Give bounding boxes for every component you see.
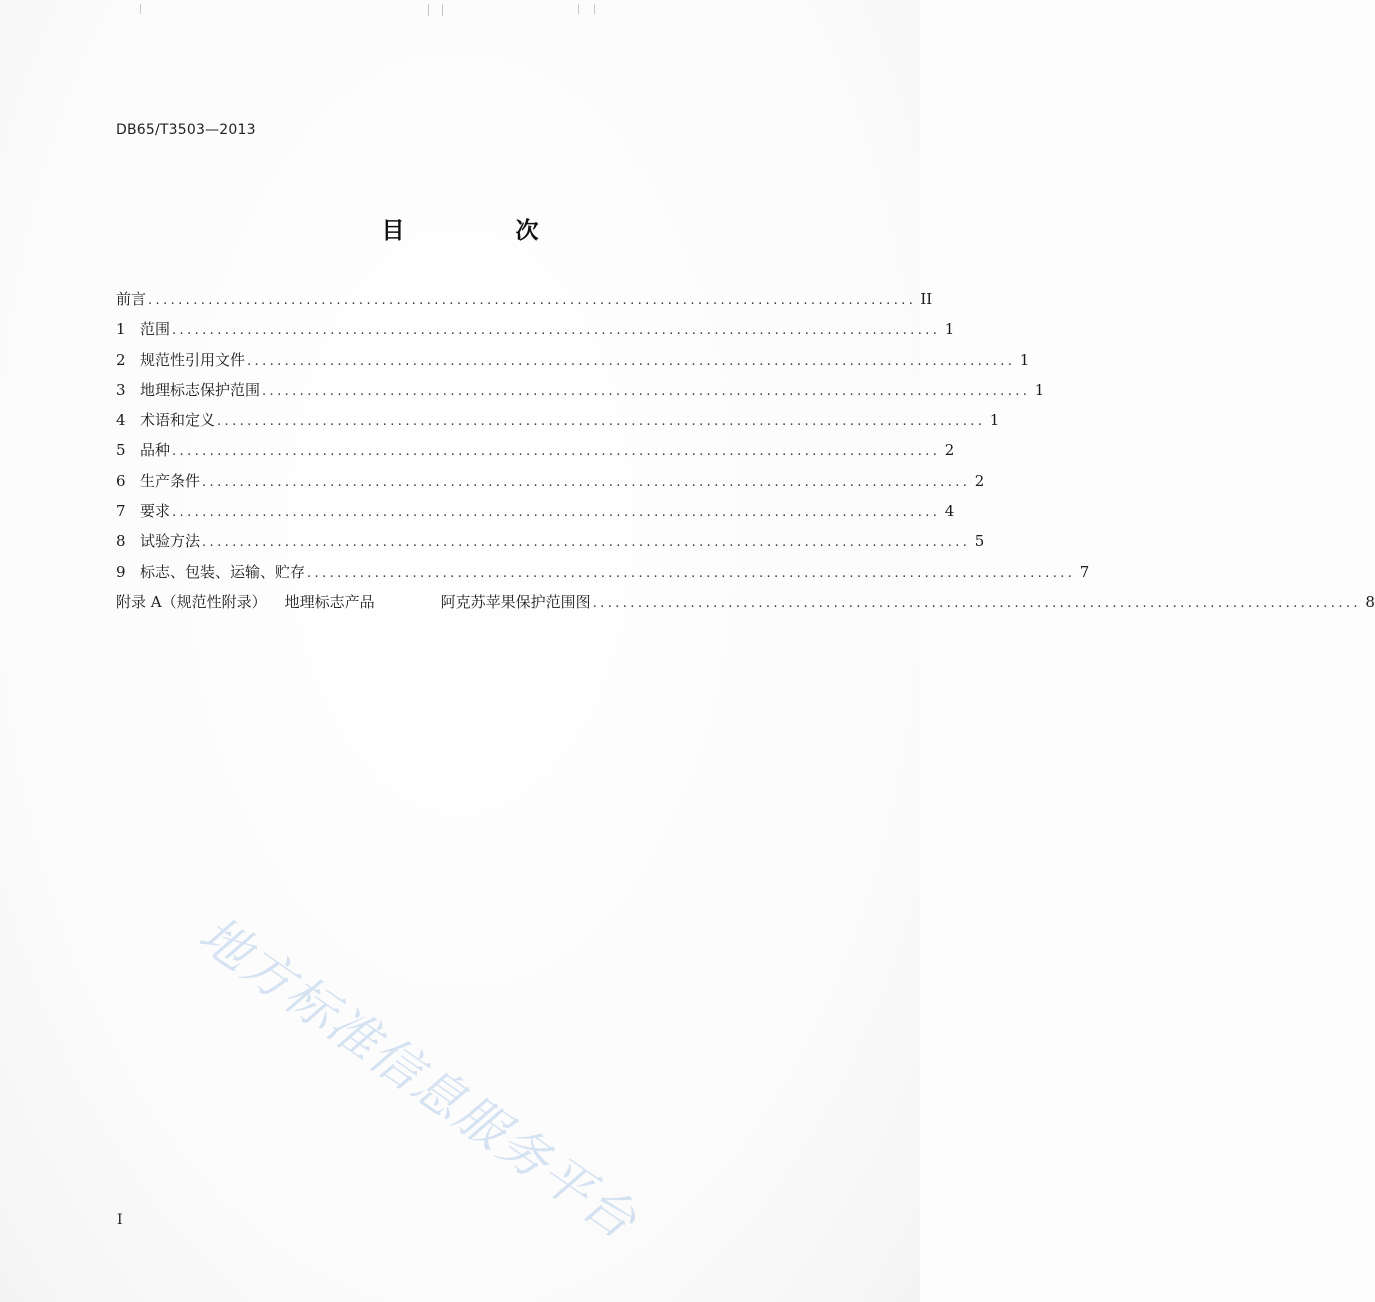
toc-entry-number: 6 [116, 471, 126, 490]
toc-entry-page: 8 [1365, 592, 1375, 611]
scan-mark [140, 4, 141, 14]
toc-entry-label: 规范性引用文件 [140, 350, 246, 369]
toc-entry-appendix-a[interactable] [116, 591, 1375, 621]
toc-entry-number: 4 [116, 411, 126, 430]
toc-entry-number: 3 [116, 380, 126, 399]
toc-entry-varieties[interactable] [116, 439, 955, 469]
toc-entry-number: 7 [116, 502, 126, 521]
toc-leader-dots: ...................................................................................................... [172, 444, 941, 460]
toc-entry-production-conditions[interactable] [116, 470, 985, 500]
toc-entry-label: 前言 [116, 290, 147, 308]
scan-mark [578, 4, 579, 14]
scan-mark [594, 4, 595, 14]
toc-entry-page: 2 [974, 471, 985, 490]
toc-entry-page: 7 [1079, 562, 1090, 581]
toc-entry-page: 1 [1019, 350, 1030, 369]
toc-entry-label: 试验方法 [140, 532, 201, 551]
table-of-contents [116, 288, 1375, 621]
page-number: I [117, 1212, 123, 1228]
toc-leader-dots: ...................................................................................................... [217, 414, 986, 430]
toc-entry-number: 9 [116, 562, 126, 581]
toc-entry-number: 5 [116, 441, 126, 460]
toc-entry-label: 要求 [140, 502, 171, 521]
toc-entry-terms-definitions[interactable] [116, 409, 1000, 439]
toc-entry-label: 生产条件 [140, 471, 201, 490]
document-code: DB65/T3503—2013 [116, 122, 256, 138]
scan-mark [428, 4, 429, 16]
toc-entry-protection-scope[interactable] [116, 379, 1045, 409]
toc-appendix-label: 附录 A（规范性附录） [116, 592, 267, 611]
toc-appendix-subtitle: 地理标志产品 [284, 592, 375, 611]
toc-leader-dots: ...................................................................................................... [172, 323, 941, 339]
toc-leader-dots: ...................................................................................................... [148, 293, 917, 308]
toc-leader-dots: ...................................................................................................... [262, 383, 1031, 399]
toc-entry-number: 1 [116, 320, 126, 339]
toc-entry-scope[interactable] [116, 318, 955, 348]
toc-leader-dots: ...................................................................................................... [202, 535, 971, 551]
toc-entry-foreword[interactable] [116, 288, 933, 318]
toc-leader-dots: ...................................................................................................... [172, 505, 941, 521]
toc-entry-test-methods[interactable] [116, 530, 985, 560]
scan-mark [442, 4, 443, 16]
toc-entry-number: 2 [116, 350, 126, 369]
toc-leader-dots: ...................................................................................................... [307, 565, 1076, 581]
toc-entry-label: 地理标志保护范围 [140, 380, 261, 399]
toc-entry-label: 范围 [140, 320, 171, 339]
toc-entry-page: 2 [944, 441, 955, 460]
toc-entry-number: 8 [116, 532, 126, 551]
toc-entry-label: 品种 [140, 441, 171, 460]
toc-leader-dots: ...................................................................................................... [247, 353, 1016, 369]
toc-leader-dots: ...................................................................................................... [592, 595, 1361, 611]
toc-entry-page: 1 [989, 411, 1000, 430]
toc-entry-page: II [920, 290, 933, 308]
toc-entry-page: 1 [944, 320, 955, 339]
toc-entry-page: 4 [944, 502, 955, 521]
page-title: 目 次 [381, 218, 583, 244]
toc-entry-label: 术语和定义 [140, 411, 216, 430]
toc-entry-normative-references[interactable] [116, 349, 1030, 379]
toc-entry-page: 1 [1034, 380, 1045, 399]
toc-leader-dots: ...................................................................................................... [202, 474, 971, 490]
toc-entry-label: 标志、包装、运输、贮存 [140, 562, 306, 581]
toc-entry-requirements[interactable] [116, 500, 955, 530]
toc-entry-page: 5 [974, 532, 985, 551]
watermark-text: 地方标准信息服务平台 [188, 905, 648, 1251]
toc-entry-marking-packaging[interactable] [116, 561, 1090, 591]
toc-appendix-title: 阿克苏苹果保护范围图 [440, 592, 591, 611]
